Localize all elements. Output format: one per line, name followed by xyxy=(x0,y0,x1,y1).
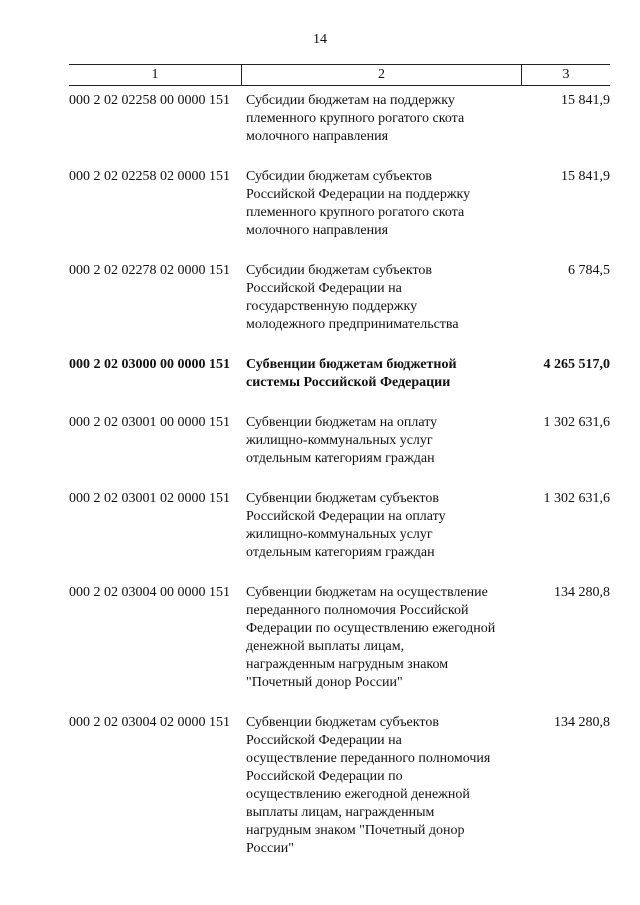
item-name-line: Субвенции бюджетам на оплату xyxy=(246,415,438,430)
table-body xyxy=(69,92,610,880)
header-col-1: 1 xyxy=(151,67,159,82)
item-name xyxy=(244,262,518,334)
amount: 1 302 631,6 xyxy=(543,415,610,430)
item-name-line: Российской Федерации по xyxy=(246,769,403,784)
item-name-line: Субвенции бюджетам бюджетной xyxy=(246,357,457,372)
item-name xyxy=(244,584,518,692)
budget-code: 000 2 02 03004 00 0000 151 xyxy=(69,585,230,600)
budget-code: 000 2 02 03001 00 0000 151 xyxy=(69,415,230,430)
budget-code: 000 2 02 02258 02 0000 151 xyxy=(69,169,230,184)
item-name-line: Российской Федерации на поддержку xyxy=(246,187,471,202)
item-name xyxy=(244,714,518,858)
item-name xyxy=(244,168,518,240)
amount: 6 784,5 xyxy=(568,263,610,278)
budget-code: 000 2 02 03004 02 0000 151 xyxy=(69,715,230,730)
item-name-line: денежной выплаты лицам, xyxy=(246,639,405,654)
item-name-line: системы Российской Федерации xyxy=(246,375,451,390)
item-name-line: "Почетный донор России" xyxy=(246,675,403,690)
item-name-line: жилищно-коммунальных услуг xyxy=(246,527,433,542)
budget-code: 000 2 02 03000 00 0000 151 xyxy=(69,357,230,372)
item-name-line: государственную поддержку xyxy=(246,299,418,314)
table-row xyxy=(69,168,610,240)
item-name-line: отдельным категориям граждан xyxy=(246,451,435,466)
table-row xyxy=(69,714,610,858)
budget-code: 000 2 02 02278 02 0000 151 xyxy=(69,263,230,278)
budget-code: 000 2 02 03001 02 0000 151 xyxy=(69,491,230,506)
item-name-line: России" xyxy=(246,841,294,856)
item-name-line: Федерации по осуществлению ежегодной xyxy=(246,621,496,636)
table-header xyxy=(69,64,610,86)
amount: 4 265 517,0 xyxy=(543,357,610,372)
amount: 15 841,9 xyxy=(561,93,610,108)
item-name-line: Субсидии бюджетам субъектов xyxy=(246,263,433,278)
item-name-line: переданного полномочия Российской xyxy=(246,603,469,618)
item-name-line: молодежного предпринимательства xyxy=(246,317,459,332)
item-name-line: Российской Федерации на оплату xyxy=(246,509,446,524)
table-row xyxy=(69,490,610,562)
table-row xyxy=(69,356,610,392)
page-number: 14 xyxy=(313,32,327,47)
item-name-line: молочного направления xyxy=(246,223,389,238)
item-name-line: выплаты лицам, награжденным xyxy=(246,805,435,820)
item-name-line: жилищно-коммунальных услуг xyxy=(246,433,433,448)
table-row xyxy=(69,262,610,334)
item-name-line: Субсидии бюджетам субъектов xyxy=(246,169,433,184)
table-row xyxy=(69,584,610,692)
item-name-line: племенного крупного рогатого скота xyxy=(246,111,465,126)
amount: 134 280,8 xyxy=(554,585,610,600)
amount: 1 302 631,6 xyxy=(543,491,610,506)
item-name-line: нагрудным знаком "Почетный донор xyxy=(246,823,465,838)
item-name-line: отдельным категориям граждан xyxy=(246,545,435,560)
item-name-line: племенного крупного рогатого скота xyxy=(246,205,465,220)
item-name-line: Субвенции бюджетам субъектов xyxy=(246,715,439,730)
table-row xyxy=(69,92,610,146)
item-name xyxy=(244,490,518,562)
item-name-line: Российской Федерации на xyxy=(246,733,402,748)
amount: 15 841,9 xyxy=(561,169,610,184)
item-name-line: молочного направления xyxy=(246,129,389,144)
amount: 134 280,8 xyxy=(554,715,610,730)
budget-code: 000 2 02 02258 00 0000 151 xyxy=(69,93,230,108)
item-name-line: Субвенции бюджетам субъектов xyxy=(246,491,439,506)
header-col-3: 3 xyxy=(562,67,570,82)
item-name xyxy=(244,356,518,392)
item-name-line: Субвенции бюджетам на осуществление xyxy=(246,585,488,600)
header-col-2: 2 xyxy=(241,65,522,85)
item-name xyxy=(244,92,518,146)
item-name-line: осуществление переданного полномочия xyxy=(246,751,491,766)
item-name-line: осуществлению ежегодной денежной xyxy=(246,787,470,802)
table-row xyxy=(69,414,610,468)
item-name-line: Субсидии бюджетам на поддержку xyxy=(246,93,455,108)
item-name-line: награжденным нагрудным знаком xyxy=(246,657,449,672)
item-name-line: Российской Федерации на xyxy=(246,281,402,296)
item-name xyxy=(244,414,518,468)
